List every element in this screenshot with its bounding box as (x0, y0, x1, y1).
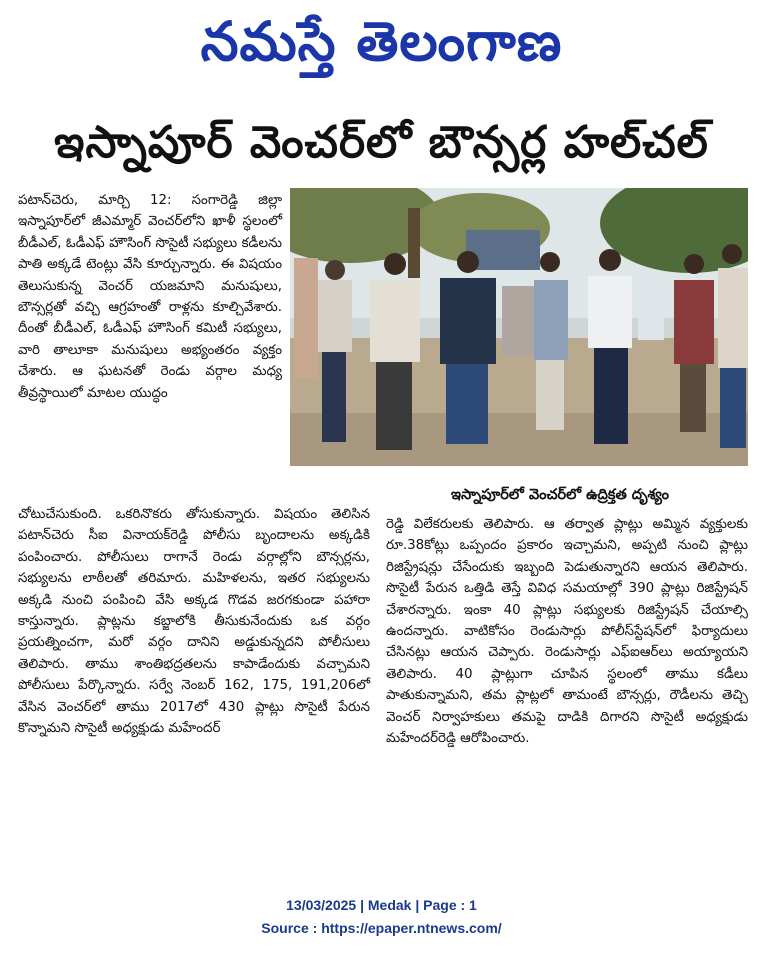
footer-source: Source : https://epaper.ntnews.com/ (261, 920, 502, 936)
article-column-right-bottom (386, 514, 748, 749)
article-paragraph: పటాన్‌చెరు, మార్చి 12: సంగారెడ్డి జిల్లా ఇస్నాపూర్‌లో జీఎమ్మార్ వెంచర్‌లోని ఖాళీ స్థలంలో బీడీఎల్, ఓడీఎఫ్ హౌసింగ్ సొసైటీ సభ్యులు కడీలను పాతి అక్కడే టెంట్లు వేసి కూర్చున్నారు. ఈ విషయం తెలుసుకున్న వెంచర్ యజమాని మనుషులు, బౌన్సర్లతో వచ్చి ఆగ్రహంతో రాళ్లను కూల్చివేశారు. దీంతో బీడీఎల్, ఓడీఎఫ్ హౌసింగ్ కమిటీ సభ్యులు, వారి తాలూకా మనుషులు అభ్యంతరం వ్యక్తం చేశారు. ఆ ఘటనతో రెండు వర్గాల మధ్య తీవ్రస్థాయిలో మాటల యుద్ధం (18, 193, 282, 401)
masthead-logo: నమస్తే తెలంగాణ (200, 9, 563, 73)
article-column-left-bottom (18, 504, 370, 739)
article-paragraph: రెడ్డి విలేకరులకు తెలిపారు. ఆ తర్వాత ప్లాట్లు అమ్మిన వ్యక్తులకు రూ.38కోట్లు ఒప్పందం ప్రకారం ఇచ్చామని, అప్పటి నుంచి ప్లాట్లు రిజిస్ట్రేషన్లు చేసేందుకు ఇబ్బంది పెడుతున్నారని ఆయన తెలిపారు. సొసైటీ పేరున ఒత్తిడి తెస్తే వివిధ సమయాల్లో 390 ప్లాట్లు రిజిస్ట్రేషన్ చేశారన్నారు. ఇంకా 40 ప్లాట్లు సభ్యులకు రిజిస్ట్రేషన్ చేయాల్సి ఉందన్నారు. వాటికోసం రెండుసార్లు పోలీస్‌స్టేషన్‌లో ఫిర్యాదులు చేసినట్లు ఆయన చెప్పారు. రెండుసార్లు ఎఫ్‌ఐఆర్‌లు అయ్యాయని తెలిపారు. 40 ప్లాట్లుగా చూపిన స్థలంలో తాము కడీలు పాతుకున్నామని, తమ ప్లాట్లలో తామంటే బౌన్సర్లు, రౌడీలను తెచ్చి వెంచర్ నిర్వాహకులు తమపై దాడికి దిగారని సొసైటీ అధ్యక్షుడు మహేందర్‌రెడ్డి ఆరోపించారు. (386, 517, 748, 747)
article-column-left-top (18, 190, 282, 404)
article-headline: ఇస్నాపూర్ వెంచర్‌లో బౌన్సర్ల హల్‌చల్ (54, 117, 709, 168)
article-paragraph: చోటుచేసుకుంది. ఒకరినొకరు తోసుకున్నారు. విషయం తెలిసిన పటాన్‌చెరు సీఐ వినాయక్‌రెడ్డి పోలీసు బృందాలను అక్కడికి పంపించారు. పోలీసులు రాగానే రెండు వర్గాల్లోని బౌన్సర్లను, సభ్యులను లాఠీలతో తరిమారు. మహిళలను, ఇతర సభ్యులను అక్కడి నుంచి పంపించి వేసి అక్కడ గొడవ జరగకుండా పహారా కాస్తున్నారు. ప్లాట్లను కబ్జాలోకి తీసుకునేందుకు ఒక వర్గం ప్రయత్నించగా, మరో వర్గం దానిని అడ్డుకున్నదని పోలీసులు తెలిపారు. తాము శాంతిభద్రతలను కాపాడేందుకు వచ్చామని పోలీసులు పేర్కొన్నారు. సర్వే నెంబర్ 162, 175, 191,206లో వేసిన వెంచర్‌లో తాము 2017లో 430 ప్లాట్లు సొసైటీ పేరున కొన్నామని సొసైటీ అధ్యక్షుడు మహేందర్ (18, 507, 370, 737)
photo-caption: ఇస్నాపూర్‌లో వెంచర్‌లో ఉద్రిక్తత దృశ్యం (451, 487, 669, 503)
footer-date-edition: 13/03/2025 | Medak | Page : 1 (286, 897, 477, 913)
news-photo (290, 188, 748, 466)
